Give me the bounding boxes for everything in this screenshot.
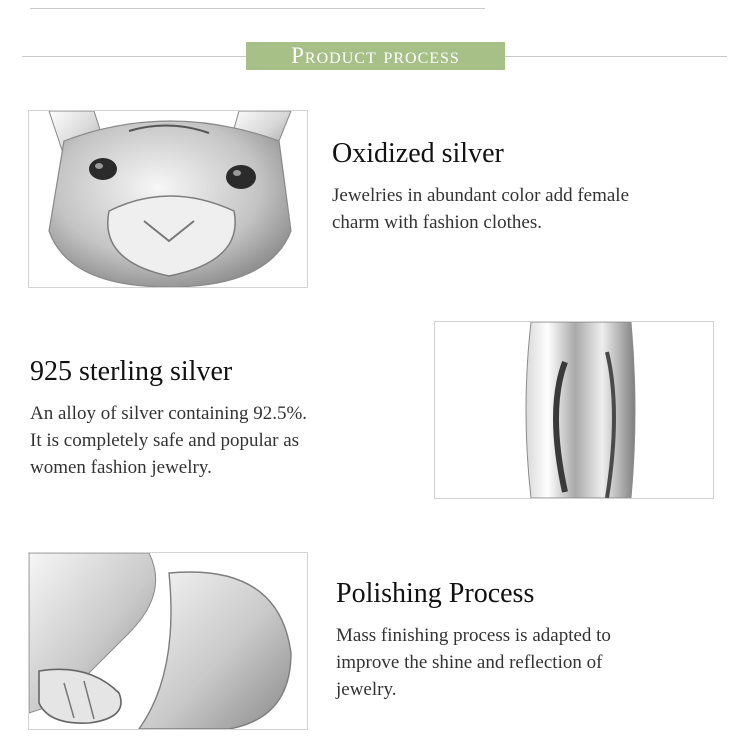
bulldog-paw-photo bbox=[28, 552, 308, 730]
section-banner: Product process bbox=[246, 42, 505, 70]
bulldog-face-photo bbox=[28, 110, 308, 288]
silver-charm-illustration bbox=[435, 322, 713, 498]
banner-right-line bbox=[505, 56, 727, 57]
bulldog-paw-illustration bbox=[29, 553, 307, 729]
section-description bbox=[336, 622, 736, 703]
bulldog-face-illustration bbox=[29, 111, 307, 287]
section-polishing bbox=[336, 578, 736, 703]
silver-charm-photo bbox=[434, 321, 714, 499]
section-heading: Oxidized silver bbox=[332, 138, 504, 169]
description-line: women fashion jewelry. bbox=[30, 457, 212, 479]
section-oxidized bbox=[332, 138, 732, 236]
section-description bbox=[332, 182, 732, 236]
description-line: An alloy of silver containing 92.5%. bbox=[30, 403, 308, 425]
description-line: charm with fashion clothes. bbox=[332, 212, 543, 234]
top-divider bbox=[30, 8, 485, 9]
description-line: Mass finishing process is adapted to bbox=[336, 625, 611, 647]
description-line: jewelry. bbox=[336, 679, 397, 701]
section-description bbox=[30, 400, 410, 481]
section-heading: Polishing Process bbox=[336, 578, 535, 609]
description-line: improve the shine and reflection of bbox=[336, 652, 603, 674]
description-line: Jewelries in abundant color add female bbox=[332, 185, 630, 207]
section-sterling bbox=[30, 356, 410, 481]
description-line: It is completely safe and popular as bbox=[30, 430, 300, 452]
section-heading: 925 sterling silver bbox=[30, 356, 233, 387]
banner-left-line bbox=[22, 56, 246, 57]
